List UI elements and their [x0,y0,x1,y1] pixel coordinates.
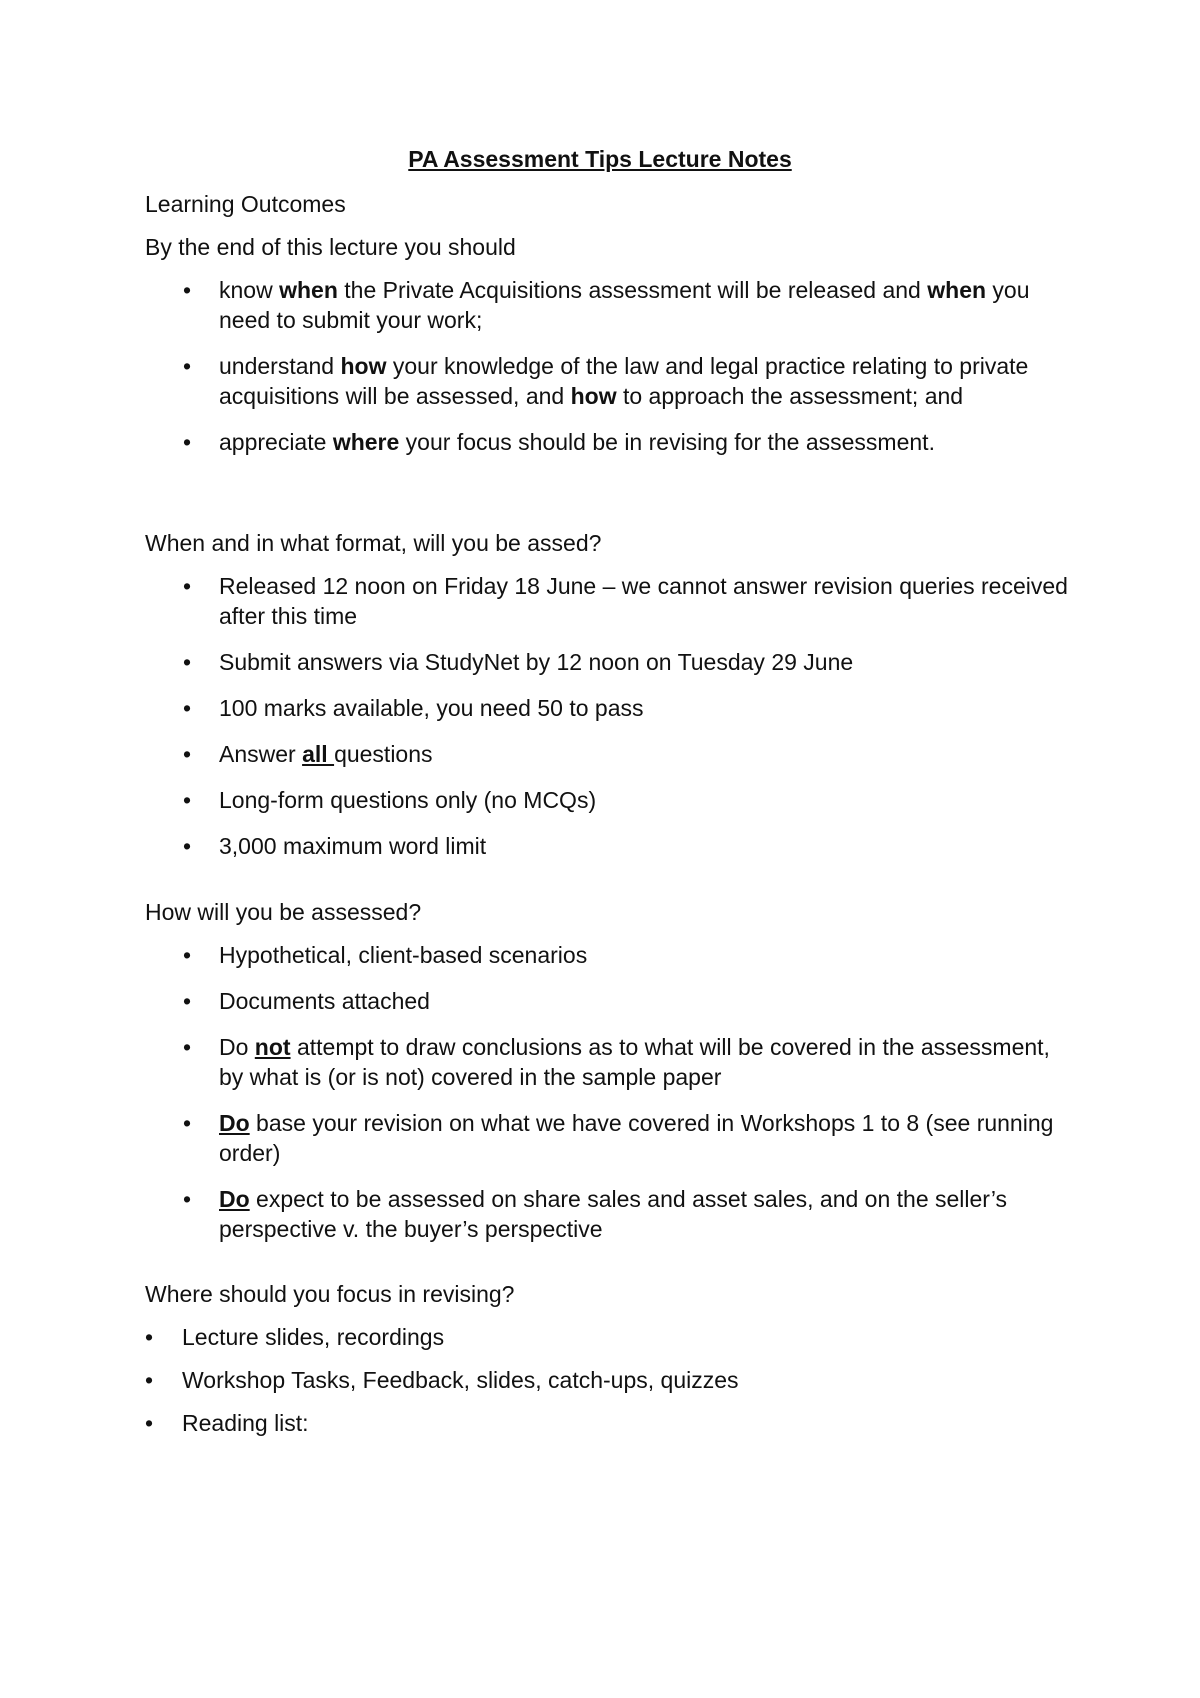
bullet-icon: • [183,573,192,599]
bullet-icon: • [183,1186,192,1212]
list-item: • appreciate where your focus should be in revising for the assessment. [183,429,935,455]
list-item: • Documents attached [183,988,430,1014]
bullet-icon: • [145,1324,154,1350]
list-item: • Long-form questions only (no MCQs) [183,787,597,813]
format-heading: When and in what format, will you be assed? [145,530,602,556]
list-item: • Do expect to be assessed on share sales and asset sales, and on the seller’s perspective v. the buyer’s perspective [183,1186,1008,1242]
list-item: • Released 12 noon on Friday 18 June – we cannot answer revision queries received after this time [183,573,1068,629]
bullet-icon: • [183,353,192,379]
learning-outcomes-heading: Learning Outcomes [145,191,346,217]
list-item: • Lecture slides, recordings [145,1324,445,1350]
list-item: • Workshop Tasks, Feedback, slides, catch-ups, quizzes [145,1367,739,1393]
list-item: • Reading list: [145,1410,309,1436]
bullet-icon: • [183,1034,192,1060]
bullet-icon: • [183,833,192,859]
learning-outcomes-intro: By the end of this lecture you should [145,234,516,260]
bullet-icon: • [183,942,192,968]
bullet-icon: • [145,1367,154,1393]
bullet-icon: • [145,1410,154,1436]
document-title: PA Assessment Tips Lecture Notes [408,146,792,172]
list-item: • Hypothetical, client-based scenarios [183,942,588,968]
revision-focus-heading: Where should you focus in revising? [145,1281,515,1307]
list-item: • Answer all questions [183,741,433,767]
bullet-icon: • [183,649,192,675]
list-item: • Do base your revision on what we have covered in Workshops 1 to 8 (see running order) [183,1110,1054,1166]
list-item: • Submit answers via StudyNet by 12 noon on Tuesday 29 June [183,649,854,675]
learning-outcomes-list [0,275,1200,473]
bullet-icon: • [183,429,192,455]
format-list [0,571,1200,877]
bullet-icon: • [183,695,192,721]
list-item: • Do not attempt to draw conclusions as to what will be covered in the assessment, by what is (or is not) covered in the sample paper [183,1034,1050,1090]
bullet-icon: • [183,1110,192,1136]
bullet-icon: • [183,988,192,1014]
assessment-heading: How will you be assessed? [145,899,422,925]
bullet-icon: • [183,741,192,767]
list-item: • 100 marks available, you need 50 to pass [183,695,644,721]
list-item: • know when the Private Acquisitions assessment will be released and when you need to submit your work; [183,277,1030,333]
revision-focus-list [0,1322,1200,1454]
bullet-icon: • [183,277,192,303]
bullet-icon: • [183,787,192,813]
list-item: • understand how your knowledge of the law and legal practice relating to private acquisitions will be assessed, and how to approach the assessment; and [183,353,1029,409]
assessment-list [0,940,1200,1260]
list-item: • 3,000 maximum word limit [183,833,487,859]
